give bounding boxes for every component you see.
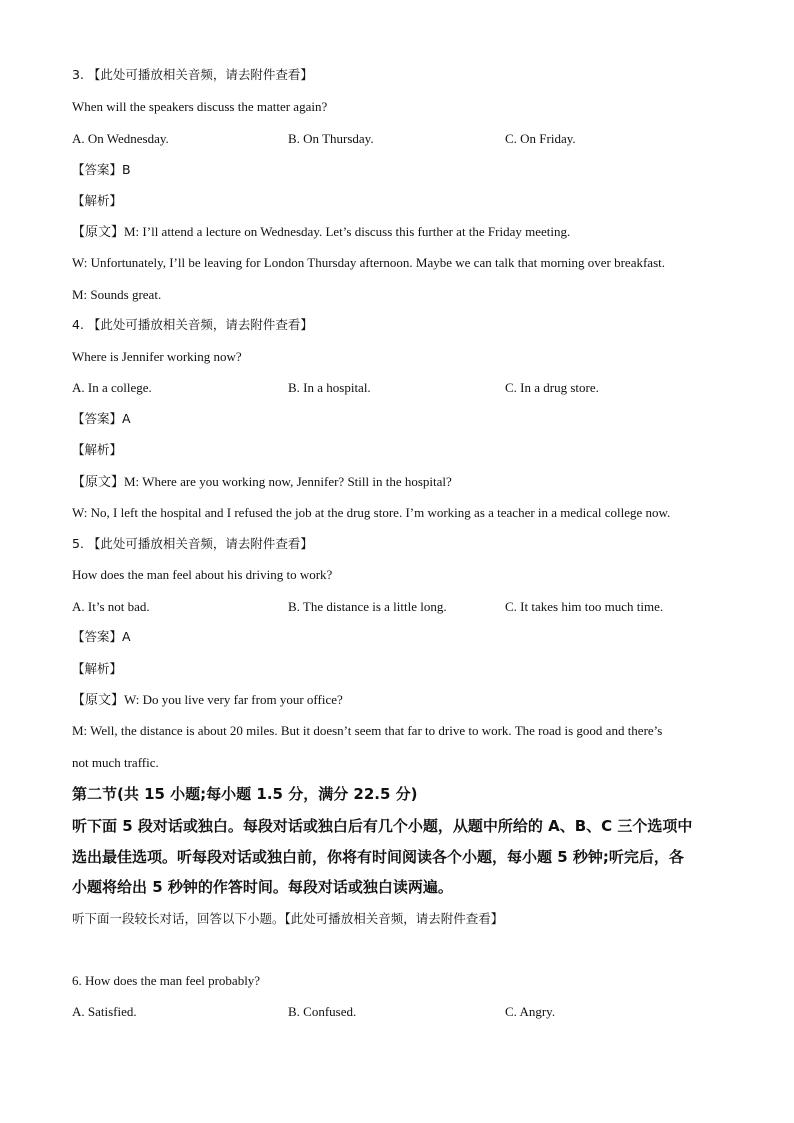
q5-option-c: C. It takes him too much time. (505, 599, 664, 614)
q3-transcript-1: 【原文】M: I’ll attend a lecture on Wednesday. Let’s discuss this further at the Friday meeting. (72, 224, 571, 239)
q5-transcript-2: M: Well, the distance is about 20 miles. But it doesn’t seem that far to drive to work. The road is good and there’s (72, 723, 663, 738)
q4-header: 4. 【此处可播放相关音频，请去附件查看】 (72, 317, 313, 332)
q6-option-b: B. Confused. (288, 1004, 357, 1019)
q3-option-b: B. On Thursday. (288, 131, 374, 146)
q3-answer: 【答案】B (72, 162, 131, 177)
q5-option-a: A. It’s not bad. (72, 599, 150, 614)
q5-header: 5. 【此处可播放相关音频，请去附件查看】 (72, 536, 313, 551)
q5-question: How does the man feel about his driving to work? (72, 567, 333, 582)
q4-question: Where is Jennifer working now? (72, 349, 242, 364)
q4-option-a: A. In a college. (72, 380, 152, 395)
q3-transcript-2: W: Unfortunately, I’ll be leaving for London Thursday afternoon. Maybe we can talk that morning over breakfast. (72, 255, 665, 270)
q5-transcript-3: not much traffic. (72, 755, 159, 770)
q5-option-b: B. The distance is a little long. (288, 599, 447, 614)
q4-analysis: 【解析】 (72, 442, 123, 457)
section2-instructions-1: 听下面 5 段对话或独白。每段对话或独白后有几个小题，从题中所给的 A、B、C 三个选项中 (72, 817, 693, 835)
q3-analysis: 【解析】 (72, 193, 123, 208)
q4-option-b: B. In a hospital. (288, 380, 371, 395)
q6-option-a: A. Satisfied. (72, 1004, 137, 1019)
section2-title: 第二节(共 15 小题;每小题 1.5 分，满分 22.5 分) (72, 785, 418, 803)
q4-transcript-2: W: No, I left the hospital and I refused the job at the drug store. I’m working as a teacher in a medical college now. (72, 505, 671, 520)
q4-option-c: C. In a drug store. (505, 380, 599, 395)
q3-transcript-3: M: Sounds great. (72, 287, 162, 302)
q3-option-a: A. On Wednesday. (72, 131, 169, 146)
q5-answer: 【答案】A (72, 629, 131, 644)
q3-header: 3. 【此处可播放相关音频，请去附件查看】 (72, 67, 313, 82)
section2-prompt: 听下面一段较长对话，回答以下小题。【此处可播放相关音频，请去附件查看】 (72, 911, 504, 926)
q5-analysis: 【解析】 (72, 661, 123, 676)
q4-answer: 【答案】A (72, 411, 131, 426)
section2-instructions-2: 选出最佳选项。听每段对话或独白前，你将有时间阅读各个小题，每小题 5 秒钟;听完后，各 (72, 848, 684, 866)
section2-instructions-3: 小题将给出 5 秒钟的作答时间。每段对话或独白读两遍。 (72, 878, 453, 896)
q6-question: 6. How does the man feel probably? (72, 973, 261, 988)
q5-transcript-1: 【原文】W: Do you live very far from your office? (72, 692, 343, 707)
q4-transcript-1: 【原文】M: Where are you working now, Jennifer? Still in the hospital? (72, 474, 452, 489)
q6-option-c: C. Angry. (505, 1004, 556, 1019)
q3-option-c: C. On Friday. (505, 131, 576, 146)
q3-question: When will the speakers discuss the matter again? (72, 99, 328, 114)
